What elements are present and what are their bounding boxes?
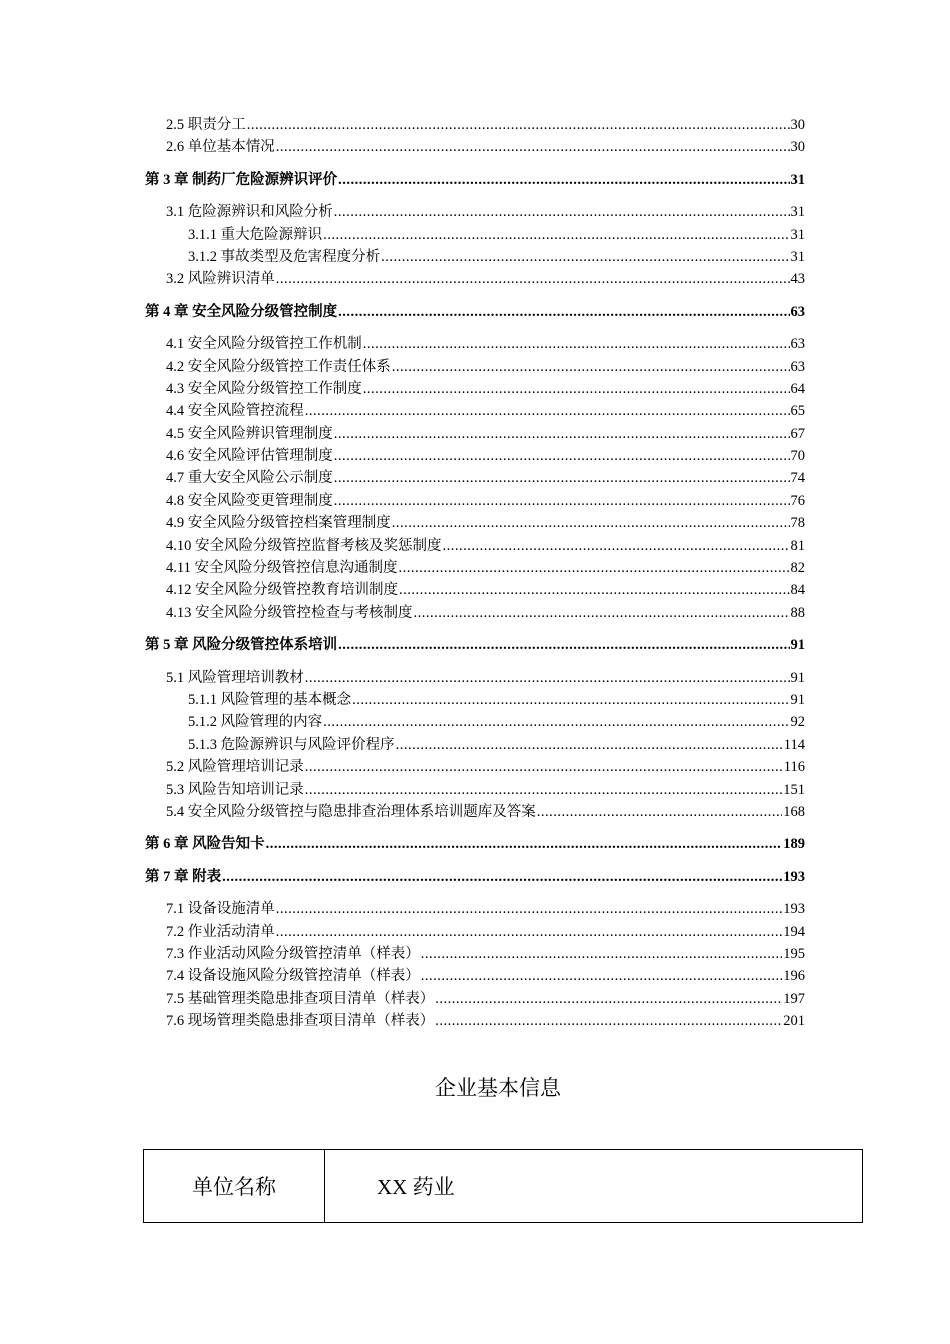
toc-entry[interactable] bbox=[145, 1010, 805, 1032]
toc-page-number: 30 bbox=[790, 117, 805, 133]
toc-entry[interactable] bbox=[145, 467, 805, 489]
toc-page-number: 91 bbox=[790, 691, 805, 708]
toc-entry[interactable] bbox=[145, 490, 805, 512]
toc-leader-dots bbox=[398, 557, 789, 579]
toc-label: 4.1 安全风险分级管控工作机制 bbox=[166, 336, 362, 353]
toc-page-number: 91 bbox=[790, 637, 805, 654]
toc-entry[interactable] bbox=[145, 756, 805, 778]
toc-entry[interactable] bbox=[145, 965, 805, 987]
toc-chapter[interactable] bbox=[145, 301, 805, 323]
toc-page-number: 88 bbox=[790, 604, 805, 621]
toc-label: 4.3 安全风险分级管控工作制度 bbox=[166, 380, 362, 397]
toc-leader-dots bbox=[323, 224, 789, 246]
toc-page-number: 151 bbox=[783, 781, 805, 798]
toc-label: 4.9 安全风险分级管控档案管理制度 bbox=[166, 515, 391, 532]
toc-page-number: 64 bbox=[790, 380, 805, 397]
toc-leader-dots bbox=[435, 1010, 782, 1032]
section-title: 企业基本信息 bbox=[435, 1076, 561, 1100]
toc-leader-dots bbox=[399, 579, 790, 601]
toc-chapter[interactable] bbox=[145, 634, 805, 656]
table-row bbox=[144, 1150, 863, 1223]
toc-entry[interactable] bbox=[145, 667, 805, 689]
toc-label: 3.1.2 事故类型及危害程度分析 bbox=[188, 248, 381, 265]
toc-entry[interactable] bbox=[145, 689, 805, 711]
toc-page-number: 30 bbox=[790, 139, 805, 156]
toc-label: 4.8 安全风险变更管理制度 bbox=[166, 492, 333, 509]
toc-page-number: 194 bbox=[783, 923, 805, 940]
toc-page-number: 84 bbox=[790, 582, 805, 599]
toc-label: 4.7 重大安全风险公示制度 bbox=[166, 470, 333, 487]
toc-label: 3.1.1 重大危险源辩识 bbox=[188, 226, 323, 243]
toc-label: 4.10 安全风险分级管控监督考核及奖惩制度 bbox=[166, 537, 442, 554]
toc-page-number: 63 bbox=[790, 336, 805, 353]
toc-leader-dots bbox=[392, 512, 790, 534]
toc-label: 第 6 章 风险告知卡 bbox=[145, 836, 265, 853]
toc-entry[interactable] bbox=[145, 734, 805, 756]
toc-label: 4.5 安全风险辨识管理制度 bbox=[166, 425, 333, 442]
toc-page-number: 65 bbox=[790, 403, 805, 420]
toc-entry[interactable] bbox=[145, 356, 805, 378]
toc-page-number: 91 bbox=[790, 669, 805, 686]
toc-entry[interactable] bbox=[145, 557, 805, 579]
toc-leader-dots bbox=[537, 801, 783, 823]
toc-label: 3.2 风险辨识清单 bbox=[166, 271, 275, 288]
toc-leader-dots bbox=[334, 423, 790, 445]
toc-chapter[interactable] bbox=[145, 833, 805, 855]
toc-leader-dots bbox=[421, 965, 783, 987]
toc-label: 4.2 安全风险分级管控工作责任体系 bbox=[166, 358, 391, 375]
toc-leader-dots bbox=[443, 535, 790, 557]
toc-label: 7.1 设备设施清单 bbox=[166, 901, 275, 918]
toc-entry[interactable] bbox=[145, 779, 805, 801]
toc-page-number: 63 bbox=[790, 303, 805, 320]
toc-page-number: 116 bbox=[783, 759, 805, 776]
toc-leader-dots bbox=[334, 467, 790, 489]
toc-page-number: 92 bbox=[790, 714, 805, 731]
toc-entry[interactable] bbox=[145, 512, 805, 534]
toc-entry[interactable] bbox=[145, 400, 805, 422]
toc-entry[interactable] bbox=[145, 268, 805, 290]
toc-page-number: 114 bbox=[783, 736, 805, 753]
toc-leader-dots bbox=[338, 169, 789, 191]
toc-leader-dots bbox=[247, 114, 790, 136]
toc-label: 5.1.3 危险源辨识与风险评价程序 bbox=[188, 736, 395, 753]
toc-label: 5.4 安全风险分级管控与隐患排查治理体系培训题库及答案 bbox=[166, 803, 536, 820]
toc-label: 第 3 章 制药厂危险源辨识评价 bbox=[145, 171, 338, 188]
toc-entry[interactable] bbox=[145, 535, 805, 557]
field-value: XX 药业 bbox=[325, 1150, 863, 1223]
toc-entry[interactable] bbox=[145, 711, 805, 733]
toc-leader-dots bbox=[396, 734, 783, 756]
toc-page-number: 195 bbox=[783, 945, 805, 962]
toc-leader-dots bbox=[421, 943, 783, 965]
toc-chapter[interactable] bbox=[145, 169, 805, 191]
toc-leader-dots bbox=[276, 268, 790, 290]
toc-page-number: 74 bbox=[790, 470, 805, 487]
toc-leader-dots bbox=[276, 921, 783, 943]
toc-entry[interactable] bbox=[145, 921, 805, 943]
toc-label: 4.13 安全风险分级管控检查与考核制度 bbox=[166, 604, 413, 621]
toc-entry[interactable] bbox=[145, 943, 805, 965]
toc-label: 7.3 作业活动风险分级管控清单（样表） bbox=[166, 945, 420, 962]
toc-chapter[interactable] bbox=[145, 866, 805, 888]
table-of-contents bbox=[145, 114, 805, 1032]
toc-page-number: 82 bbox=[790, 560, 805, 577]
toc-leader-dots bbox=[276, 898, 783, 920]
toc-label: 5.1.2 风险管理的内容 bbox=[188, 714, 323, 731]
toc-entry[interactable] bbox=[145, 602, 805, 624]
toc-leader-dots bbox=[334, 201, 790, 223]
toc-leader-dots bbox=[381, 246, 789, 268]
toc-entry[interactable] bbox=[145, 224, 805, 246]
toc-leader-dots bbox=[435, 988, 782, 1010]
toc-entry[interactable] bbox=[145, 579, 805, 601]
toc-leader-dots bbox=[305, 779, 783, 801]
toc-entry[interactable] bbox=[145, 445, 805, 467]
toc-leader-dots bbox=[334, 445, 790, 467]
toc-page-number: 31 bbox=[790, 204, 805, 221]
toc-label: 4.11 安全风险分级管控信息沟通制度 bbox=[166, 560, 398, 577]
toc-label: 4.12 安全风险分级管控教育培训制度 bbox=[166, 582, 398, 599]
toc-page-number: 189 bbox=[783, 836, 805, 853]
toc-leader-dots bbox=[352, 689, 789, 711]
toc-entry[interactable] bbox=[145, 378, 805, 400]
toc-leader-dots bbox=[305, 667, 790, 689]
toc-label: 第 7 章 附表 bbox=[145, 868, 222, 885]
toc-page-number: 31 bbox=[790, 248, 805, 265]
toc-page-number: 76 bbox=[790, 492, 805, 509]
toc-page-number: 70 bbox=[790, 448, 805, 465]
toc-label: 7.5 基础管理类隐患排查项目清单（样表） bbox=[166, 990, 435, 1007]
toc-entry[interactable] bbox=[145, 988, 805, 1010]
toc-leader-dots bbox=[363, 378, 790, 400]
toc-page-number: 31 bbox=[790, 226, 805, 243]
toc-page-number: 63 bbox=[790, 358, 805, 375]
toc-label: 4.6 安全风险评估管理制度 bbox=[166, 448, 333, 465]
toc-leader-dots bbox=[414, 602, 790, 624]
toc-entry[interactable] bbox=[145, 201, 805, 223]
toc-page-number: 197 bbox=[783, 990, 805, 1007]
toc-leader-dots bbox=[266, 833, 783, 855]
toc-label: 5.1 风险管理培训教材 bbox=[166, 669, 304, 686]
toc-label: 4.4 安全风险管控流程 bbox=[166, 403, 304, 420]
toc-label: 7.2 作业活动清单 bbox=[166, 923, 275, 940]
toc-page-number: 168 bbox=[783, 803, 805, 820]
toc-leader-dots bbox=[338, 301, 789, 323]
toc-page-number: 193 bbox=[783, 868, 805, 885]
toc-label: 第 4 章 安全风险分级管控制度 bbox=[145, 303, 338, 320]
toc-leader-dots bbox=[222, 866, 782, 888]
toc-label: 5.1.1 风险管理的基本概念 bbox=[188, 691, 352, 708]
company-info-table bbox=[143, 1149, 863, 1223]
toc-label: 2.5 职责分工 bbox=[166, 117, 246, 133]
toc-page-number: 196 bbox=[783, 968, 805, 985]
toc-leader-dots bbox=[363, 333, 790, 355]
toc-leader-dots bbox=[276, 136, 790, 158]
toc-leader-dots bbox=[323, 711, 789, 733]
toc-page-number: 67 bbox=[790, 425, 805, 442]
toc-label: 3.1 危险源辨识和风险分析 bbox=[166, 204, 333, 221]
toc-entry[interactable] bbox=[145, 136, 805, 158]
toc-label: 2.6 单位基本情况 bbox=[166, 139, 275, 156]
toc-page-number: 43 bbox=[790, 271, 805, 288]
toc-leader-dots bbox=[392, 356, 790, 378]
toc-leader-dots bbox=[334, 490, 790, 512]
toc-label: 5.2 风险管理培训记录 bbox=[166, 759, 304, 776]
toc-entry[interactable] bbox=[145, 246, 805, 268]
toc-page-number: 201 bbox=[783, 1013, 805, 1030]
toc-label: 5.3 风险告知培训记录 bbox=[166, 781, 304, 798]
toc-entry[interactable] bbox=[145, 114, 805, 136]
toc-leader-dots bbox=[338, 634, 789, 656]
field-label: 单位名称 bbox=[144, 1150, 325, 1223]
toc-page-number: 78 bbox=[790, 515, 805, 532]
toc-page-number: 81 bbox=[790, 537, 805, 554]
toc-label: 7.6 现场管理类隐患排查项目清单（样表） bbox=[166, 1013, 435, 1030]
toc-page-number: 193 bbox=[783, 901, 805, 918]
toc-entry[interactable] bbox=[145, 801, 805, 823]
toc-leader-dots bbox=[305, 400, 790, 422]
toc-entry[interactable] bbox=[145, 898, 805, 920]
toc-entry[interactable] bbox=[145, 333, 805, 355]
toc-entry[interactable] bbox=[145, 423, 805, 445]
toc-page-number: 31 bbox=[790, 171, 805, 188]
toc-label: 7.4 设备设施风险分级管控清单（样表） bbox=[166, 968, 420, 985]
toc-label: 第 5 章 风险分级管控体系培训 bbox=[145, 637, 338, 654]
toc-leader-dots bbox=[305, 756, 783, 778]
